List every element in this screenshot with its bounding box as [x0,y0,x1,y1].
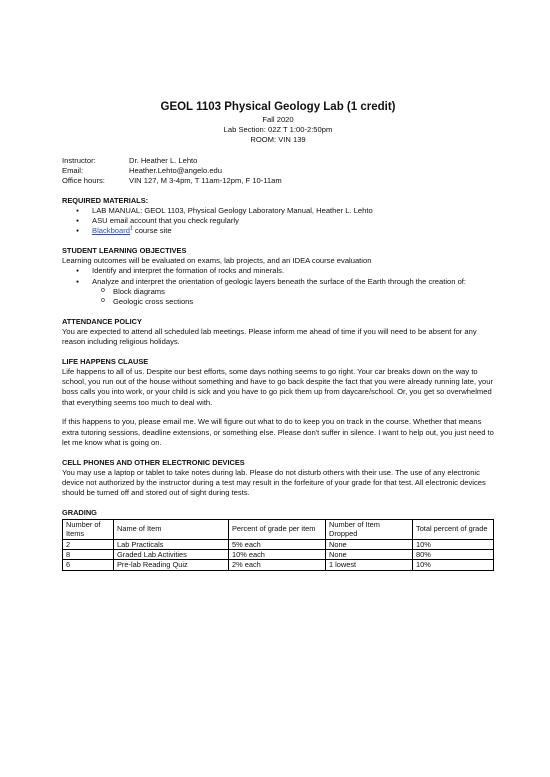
blackboard-link[interactable]: Blackboard [92,226,130,236]
table-cell: 10% [413,539,494,549]
attendance-text: You are expected to attend all scheduled lab meetings. Please inform me ahead of time if you will need to be absent for any reason including religious holidays. [62,326,477,347]
table-cell: 8 [63,549,114,559]
table-cell: None [326,539,413,549]
course-title: GEOL 1103 Physical Geology Lab (1 credit) [160,101,396,113]
outcomes-sublist [92,287,494,308]
devices-section [62,458,494,499]
instructor-label: Instructor: [62,156,96,165]
list-item: o Block diagrams [113,287,494,297]
table-cell: 2 [63,539,114,549]
office-hours-label: Office hours: [62,176,105,186]
table-row [63,539,494,549]
life-happens-heading: LIFE HAPPENS CLAUSE [62,356,149,366]
column-header: Percent of grade per item [229,519,326,539]
table-cell: 10% [413,560,494,570]
email-address: Heather.Lehto@angelo.edu [129,166,223,176]
grading-heading: GRADING [62,507,97,517]
grading-table [62,519,494,571]
room: ROOM: VIN 139 [250,135,306,144]
table-cell: 10% each [229,549,326,559]
footnote-marker: 1 [130,225,133,232]
table-row [63,549,494,559]
materials-list [62,206,494,237]
column-header: Name of Item [114,519,229,539]
blackboard-rest: course site [132,226,172,236]
list-item [92,277,494,308]
table-header-row [63,519,494,539]
attendance-heading: ATTENDANCE POLICY [62,316,142,326]
table-cell: Pre-lab Reading Quiz [114,560,229,570]
instructor-row [62,156,494,166]
table-cell: None [326,549,413,559]
list-item: ● LAB MANUAL: GEOL 1103, Physical Geology Laboratory Manual, Heather L. Lehto [92,206,494,216]
devices-heading: CELL PHONES AND OTHER ELECTRONIC DEVICES [62,457,245,467]
table-cell: 5% each [229,539,326,549]
life-happens-paragraph-1: Life happens to all of us. Despite our best efforts, some days nothing seems to go right. Your car breaks down on the way to school, you run out of the house without something and have to go back despite the fact that you were already running late, your boss calls you into work, or your child is sick and you have to go pick them up from daycare/school. Or, you get so overwhelmed that everything seems too much to deal with. [62,366,494,407]
list-item: o Geologic cross sections [113,297,494,307]
outcomes-intro: Learning outcomes will be evaluated on exams, lab projects, and an IDEA course evaluation [62,255,372,265]
list-item: ● Identify and interpret the formation of rocks and minerals. [92,266,494,276]
column-header: Total percent of grade [413,519,494,539]
life-happens-section [62,357,494,449]
table-cell: Lab Practicals [114,539,229,549]
grading-section [62,508,494,571]
office-hours-value: VIN 127, M 3-4pm, T 11am-12pm, F 10-11am [129,176,282,186]
table-cell: 80% [413,549,494,559]
column-header: Number of Items [63,519,114,539]
column-header: Number of Item Dropped [326,519,413,539]
email-row [62,166,494,176]
list-item [92,226,494,236]
outcomes-section [62,246,494,308]
list-item: ● ASU email account that you check regularly [92,216,494,226]
email-label: Email: [62,166,84,176]
table-row [63,560,494,570]
materials-section [62,196,494,237]
table-cell: 6 [63,560,114,570]
contact-info [62,156,494,187]
lab-section: Lab Section: 02Z T 1:00-2:50pm [223,125,333,134]
materials-heading: REQUIRED MATERIALS: [62,195,149,205]
outcomes-list [62,266,494,308]
devices-text: You may use a laptop or tablet to take notes during lab. Please do not disturb others with their use. The use of any electronic device not authorized by the instructor during a test may result in the forfeiture of your grade for that test. All electronic devices should be turned off and stored out of sight during tests. [62,467,486,498]
table-cell: Graded Lab Activities [114,549,229,559]
list-item-text: Analyze and interpret the orientation of geologic layers beneath the surface of the Earth through the creation of: [92,276,467,286]
table-cell: 1 lowest [326,560,413,570]
life-happens-paragraph-2: If this happens to you, please email me. We will figure out what to do to keep you on track in the course. Whether that means extra tutoring sessions, deadline extensions, or something else. Please don't suffer in silence. I want to help out, you just need to let me know what is going on. [62,417,494,448]
instructor-name: Dr. Heather L. Lehto [129,156,198,165]
term: Fall 2020 [262,115,294,124]
office-hours-row [62,176,494,186]
attendance-section [62,317,494,348]
outcomes-heading: STUDENT LEARNING OBJECTIVES [62,245,187,255]
table-cell: 2% each [229,560,326,570]
